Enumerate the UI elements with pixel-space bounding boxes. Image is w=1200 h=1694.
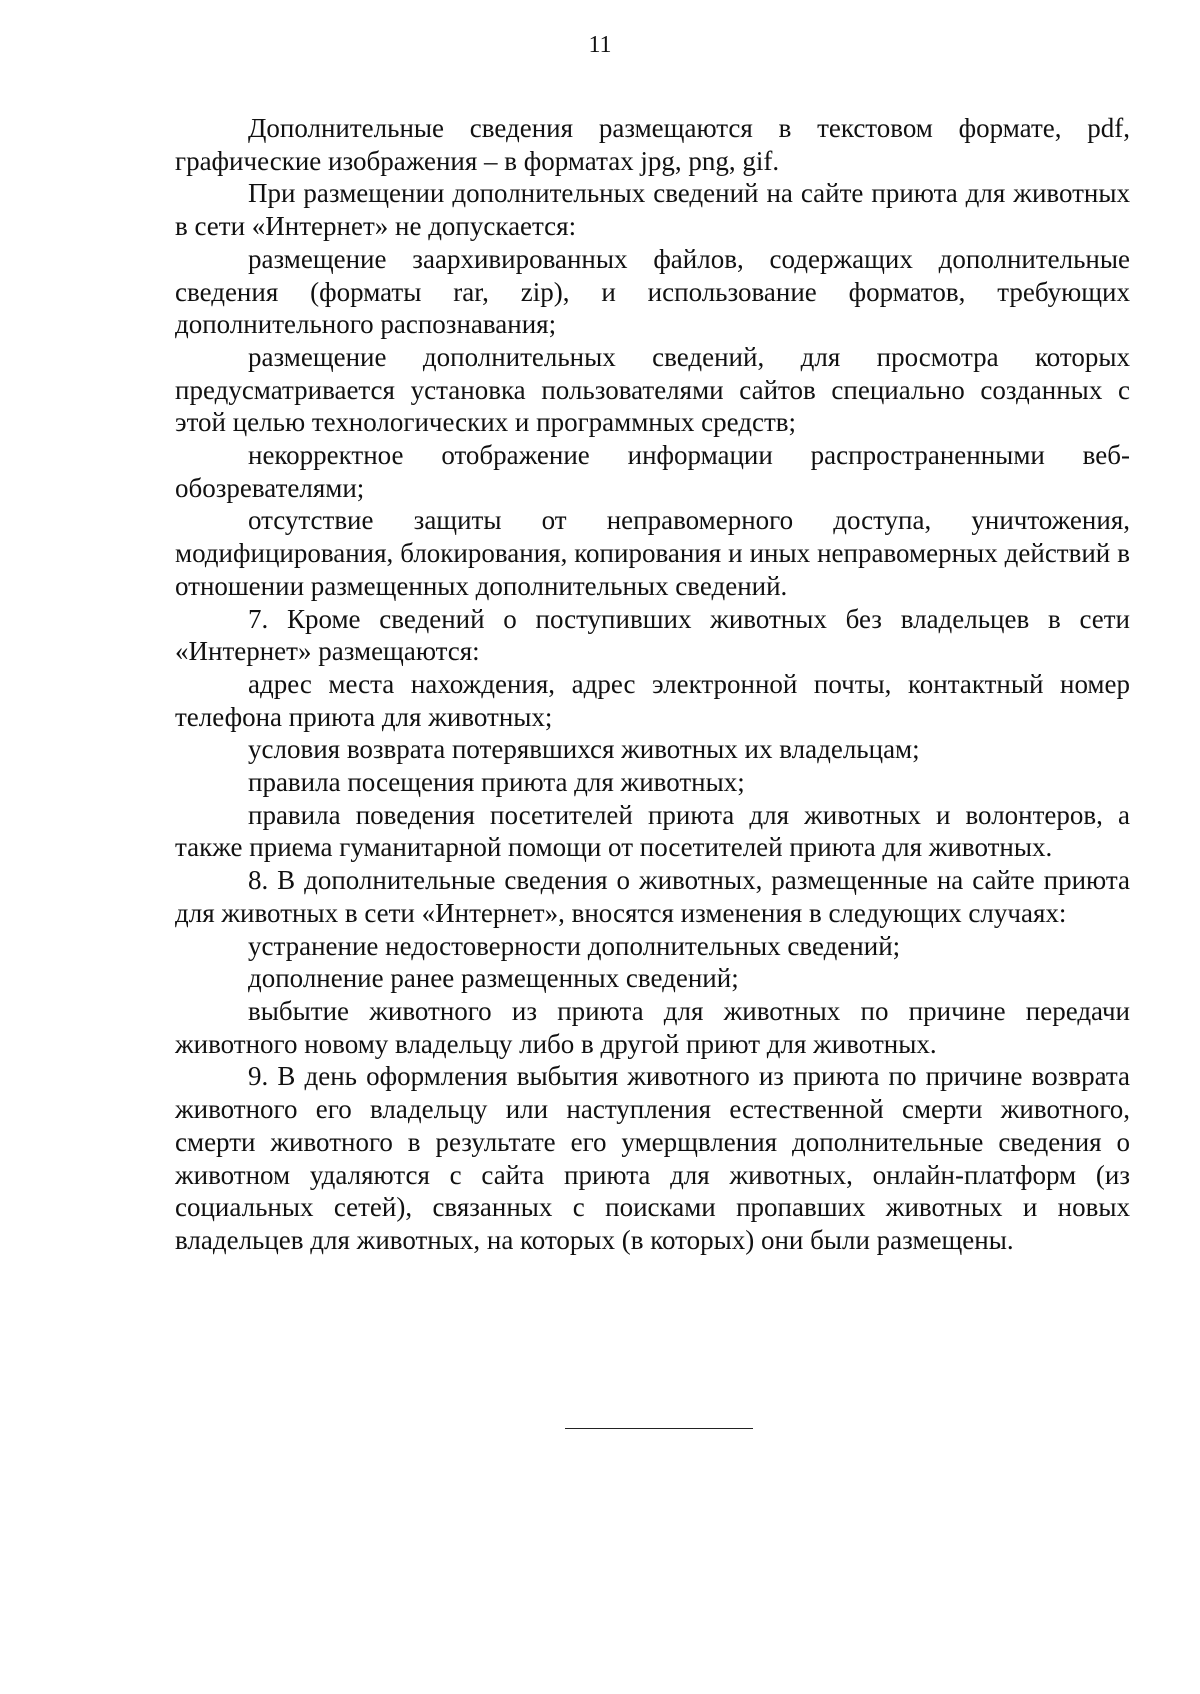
section-8-intro: 8. В дополнительные сведения о животных, размещенные на сайте приюта для животных в сети «Интернет», вносятся изменения в следующих случаях: bbox=[175, 865, 1130, 928]
section-7-intro: 7. Кроме сведений о поступивших животных без владельцев в сети «Интернет» размещаются: bbox=[175, 603, 1130, 667]
list-item-special-software: размещение дополнительных сведений, для просмотра которых предусматривается установка пользователями сайтов специально созданных с этой целью технологических и программных средств; bbox=[175, 341, 1130, 438]
document-body bbox=[175, 112, 1130, 1257]
page-number: 11 bbox=[588, 32, 612, 58]
paragraph-not-allowed-intro: При размещении дополнительных сведений на сайте приюта для животных в сети «Интернет» не допускается: bbox=[175, 178, 1130, 242]
list-item-contacts: адрес места нахождения, адрес электронной почты, контактный номер телефона приюта для животных; bbox=[175, 668, 1130, 732]
list-item-return-conditions: условия возврата потерявшихся животных их владельцам; bbox=[248, 734, 920, 765]
list-item-supplement: дополнение ранее размещенных сведений; bbox=[248, 963, 739, 994]
list-item-archived-files: размещение заархивированных файлов, содержащих дополнительные сведения (форматы rar, zip), и использование форматов, требующих дополнительного распознавания; bbox=[175, 243, 1130, 340]
list-item-no-protection: отсутствие защиты от неправомерного доступа, уничтожения, модифицирования, блокирования, копирования и иных неправомерных действий в отношении размещенных дополнительных сведений. bbox=[175, 505, 1130, 601]
list-item-visiting-rules: правила посещения приюта для животных; bbox=[248, 767, 745, 798]
list-item-animal-transfer: выбытие животного из приюта для животных по причине передачи животного новому владельцу либо в другой приют для животных. bbox=[175, 995, 1130, 1059]
list-item-fix-inaccuracy: устранение недостоверности дополнительных сведений; bbox=[248, 930, 901, 961]
list-item-behavior-rules: правила поведения посетителей приюта для животных и волонтеров, а также приема гуманитарной помощи от посетителей приюта для животных. bbox=[175, 799, 1130, 863]
end-of-text-rule bbox=[565, 1428, 753, 1429]
section-9: 9. В день оформления выбытия животного из приюта по причине возврата животного его владельцу или наступления естественной смерти животного, смерти животного в результате его умерщвления дополнительные сведения о животном удаляются с сайта приюта для животных, онлайн-платформ (из социальных сетей), связанных с поисками пропавших животных и новых владельцев для животных, на которых (в которых) они были размещены. bbox=[175, 1061, 1130, 1255]
paragraph-file-formats: Дополнительные сведения размещаются в текстовом формате, pdf, графические изображения – в форматах jpg, png, gif. bbox=[175, 113, 1130, 176]
list-item-incorrect-display: некорректное отображение информации распространенными веб-обозревателями; bbox=[175, 440, 1130, 503]
